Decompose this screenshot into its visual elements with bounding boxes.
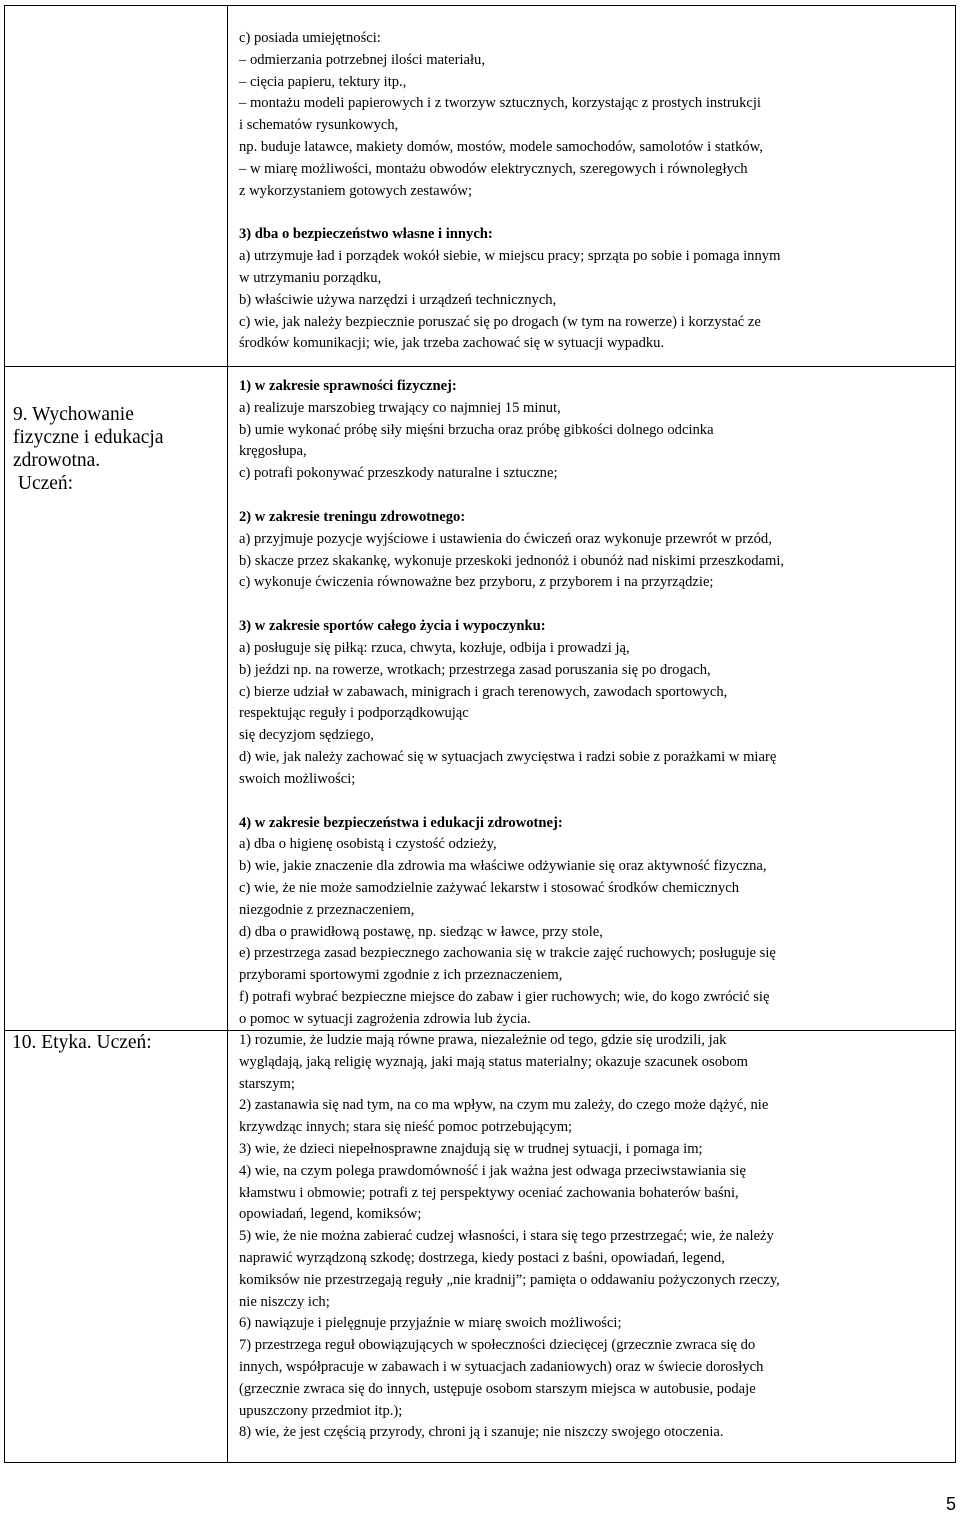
section9-content (239, 376, 951, 1031)
text-line: 2) zastanawia się nad tym, na co ma wpływ, na czym mu zależy, do czego może dążyć, nie (239, 1097, 769, 1114)
text-line: 4) wie, na czym polega prawdomówność i jak ważna jest odwaga przeciwstawiania się (239, 1162, 746, 1179)
text-line: c) posiada umiejętności: (239, 30, 381, 46)
text-line: starszym; (239, 1075, 295, 1092)
text-line: kłamstwu i obmowie; potrafi z tej perspektywy oceniać zachowania bohaterów baśni, (239, 1184, 739, 1201)
text-line: 1) rozumie, że ludzie mają równe prawa, niezależnie od tego, gdzie się urodzili, jak (239, 1032, 727, 1048)
text-line: e) przestrzega zasad bezpiecznego zachowania się w trakcie zajęć ruchowych; posługuje się (239, 945, 776, 962)
text-line: b) wie, jakie znaczenie dla zdrowia ma właściwe odżywianie się oraz aktywność fizyczna, (239, 858, 767, 875)
text-line: d) wie, jak należy zachować się w sytuacjach zwycięstwa i radzi sobie z porażkami w miarę (239, 748, 777, 765)
text-line: c) wie, jak należy bezpiecznie poruszać się po drogach (w tym na rowerze) i korzystać ze (239, 313, 761, 330)
title-line: zdrowotna. (13, 450, 101, 471)
section10-content (239, 1030, 951, 1444)
technical-skills-list (239, 28, 951, 202)
column-divider (227, 5, 228, 1463)
group-heading: 3) w zakresie sportów całego życia i wypoczynku: (239, 618, 546, 635)
text-line: – cięcia papieru, tektury itp., (239, 73, 407, 90)
text-line: – odmierzania potrzebnej ilości materiału, (239, 51, 485, 68)
text-line: 5) wie, że nie można zabierać cudzej własności, i stara się tego przestrzegać; wie, że należy (239, 1228, 774, 1245)
text-line: 3) wie, że dzieci niepełnosprawne znajdują się w trudnej sytuacji, i pomaga im; (239, 1140, 703, 1157)
text-line: c) potrafi pokonywać przeszkody naturalne i sztuczne; (239, 465, 558, 482)
text-line: naprawić wyrządzoną szkodę; dostrzega, kiedy postaci z baśni, opowiadań, legend, (239, 1249, 725, 1266)
text-line: przyborami sportowymi zgodnie z ich przeznaczeniem, (239, 967, 563, 984)
text-line: komiksów nie przestrzegają reguły „nie kradnij”; pamięta o oddawaniu pożyczonych rzeczy, (239, 1271, 780, 1288)
text-line: a) przyjmuje pozycje wyjściowe i ustawienia do ćwiczeń oraz wykonuje przewrót w przód, (239, 530, 772, 547)
spacer (239, 594, 951, 616)
text-line: f) potrafi wybrać bezpieczne miejsce do zabaw i gier ruchowych; wie, do kogo zwrócić się (239, 988, 770, 1005)
group-heading: 2) w zakresie treningu zdrowotnego: (239, 508, 466, 525)
text-line: b) umie wykonać próbę siły mięśni brzucha oraz próbę gibkości dolnego odcinka (239, 421, 714, 438)
text-line: a) dba o higienę osobistą i czystość odzieży, (239, 836, 497, 853)
text-line: swoich możliwości; (239, 770, 356, 787)
row-divider-8-9 (4, 366, 956, 367)
text-line: 8) wie, że jest częścią przyrody, chroni ją i szanuje; nie niszczy swojego otoczenia. (239, 1424, 724, 1441)
lifetime-sports-group (239, 616, 951, 790)
text-line: upuszczony przedmiot itp.); (239, 1402, 403, 1419)
section10-title (12, 1031, 152, 1054)
text-line: 7) przestrzega reguł obowiązujących w społeczności dziecięcej (grzecznie zwraca się do (239, 1337, 756, 1354)
text-line: z wykorzystaniem gotowych zestawów; (239, 182, 473, 199)
text-line: a) utrzymuje ład i porządek wokół siebie, w miejscu pracy; sprząta po sobie i pomaga innym (239, 248, 781, 265)
safety-block (239, 224, 951, 355)
text-line: o pomoc w sytuacji zagrożenia zdrowia lub życia. (239, 1010, 531, 1027)
text-line: środków komunikacji; wie, jak trzeba zachować się w sytuacji wypadku. (239, 335, 665, 352)
text-line: b) właściwie używa narzędzi i urządzeń technicznych, (239, 291, 557, 308)
spacer (239, 485, 951, 507)
section8-content (239, 28, 951, 355)
text-line: – montażu modeli papierowych i z tworzyw sztucznych, korzystając z prostych instrukcji (239, 95, 761, 112)
safety-heading: 3) dba o bezpieczeństwo własne i innych: (239, 226, 493, 243)
text-line: b) jeździ np. na rowerze, wrotkach; przestrzega zasad poruszania się po drogach, (239, 661, 711, 678)
fitness-group (239, 376, 951, 485)
health-training-group (239, 507, 951, 594)
text-line: np. buduje latawce, makiety domów, mostów, modele samochodów, samolotów i statków, (239, 138, 763, 155)
text-line: w utrzymaniu porządku, (239, 269, 382, 286)
title-line: Uczeń: (13, 473, 74, 494)
text-line: c) wie, że nie może samodzielnie zażywać lekarstw i stosować środków chemicznych (239, 879, 740, 896)
text-line: się decyzjom sędziego, (239, 727, 374, 744)
text-line: 6) nawiązuje i pielęgnuje przyjaźnie w miarę swoich możliwości; (239, 1315, 622, 1332)
text-line: wyglądają, jaką religię wyznają, jaki mają status materialny; okazuje szacunek osobom (239, 1053, 748, 1070)
text-line: i schematów rysunkowych, (239, 117, 399, 134)
group-heading: 1) w zakresie sprawności fizycznej: (239, 378, 457, 394)
text-line: a) realizuje marszobieg trwający co najmniej 15 minut, (239, 399, 561, 416)
spacer (239, 791, 951, 813)
text-line: respektując reguły i podporządkowując (239, 705, 469, 722)
page-number: 5 (945, 1494, 956, 1514)
text-line: b) skacze przez skakankę, wykonuje przeskoki jednonóż i obunóż nad niskimi przeszkodami, (239, 552, 785, 569)
text-line: kręgosłupa, (239, 443, 307, 460)
text-line: d) dba o prawidłową postawę, np. siedząc w ławce, przy stole, (239, 923, 603, 940)
title-line: fizyczne i edukacja (13, 427, 164, 448)
text-line: a) posługuje się piłką: rzuca, chwyta, kozłuje, odbija i prowadzi ją, (239, 639, 630, 656)
text-line: – w miarę możliwości, montażu obwodów elektrycznych, szeregowych i równoległych (239, 160, 748, 177)
text-line: (grzecznie zwraca się do innych, ustępuje osobom starszym miejsca w autobusie, podaje (239, 1380, 756, 1397)
health-education-group (239, 813, 951, 1031)
text-line: c) wykonuje ćwiczenia równoważne bez przyboru, z przyborem i na przyrządzie; (239, 574, 714, 591)
text-line: niezgodnie z przeznaczeniem, (239, 901, 415, 918)
text-line: c) bierze udział w zabawach, minigrach i grach terenowych, zawodach sportowych, (239, 683, 728, 700)
text-line: innych, współpracuje w zabawach i w sytuacjach zadaniowych) oraz w świecie dorosłych (239, 1358, 764, 1375)
title-line: 9. Wychowanie (13, 404, 134, 425)
text-line: nie niszczy ich; (239, 1293, 330, 1310)
title-line: 10. Etyka. Uczeń: (12, 1032, 152, 1053)
section9-title (13, 403, 164, 495)
text-line: krzywdząc innych; stara się nieść pomoc potrzebującym; (239, 1119, 573, 1136)
spacer (239, 202, 951, 224)
text-line: opowiadań, legend, komiksów; (239, 1206, 422, 1223)
group-heading: 4) w zakresie bezpieczeństwa i edukacji zdrowotnej: (239, 814, 563, 831)
